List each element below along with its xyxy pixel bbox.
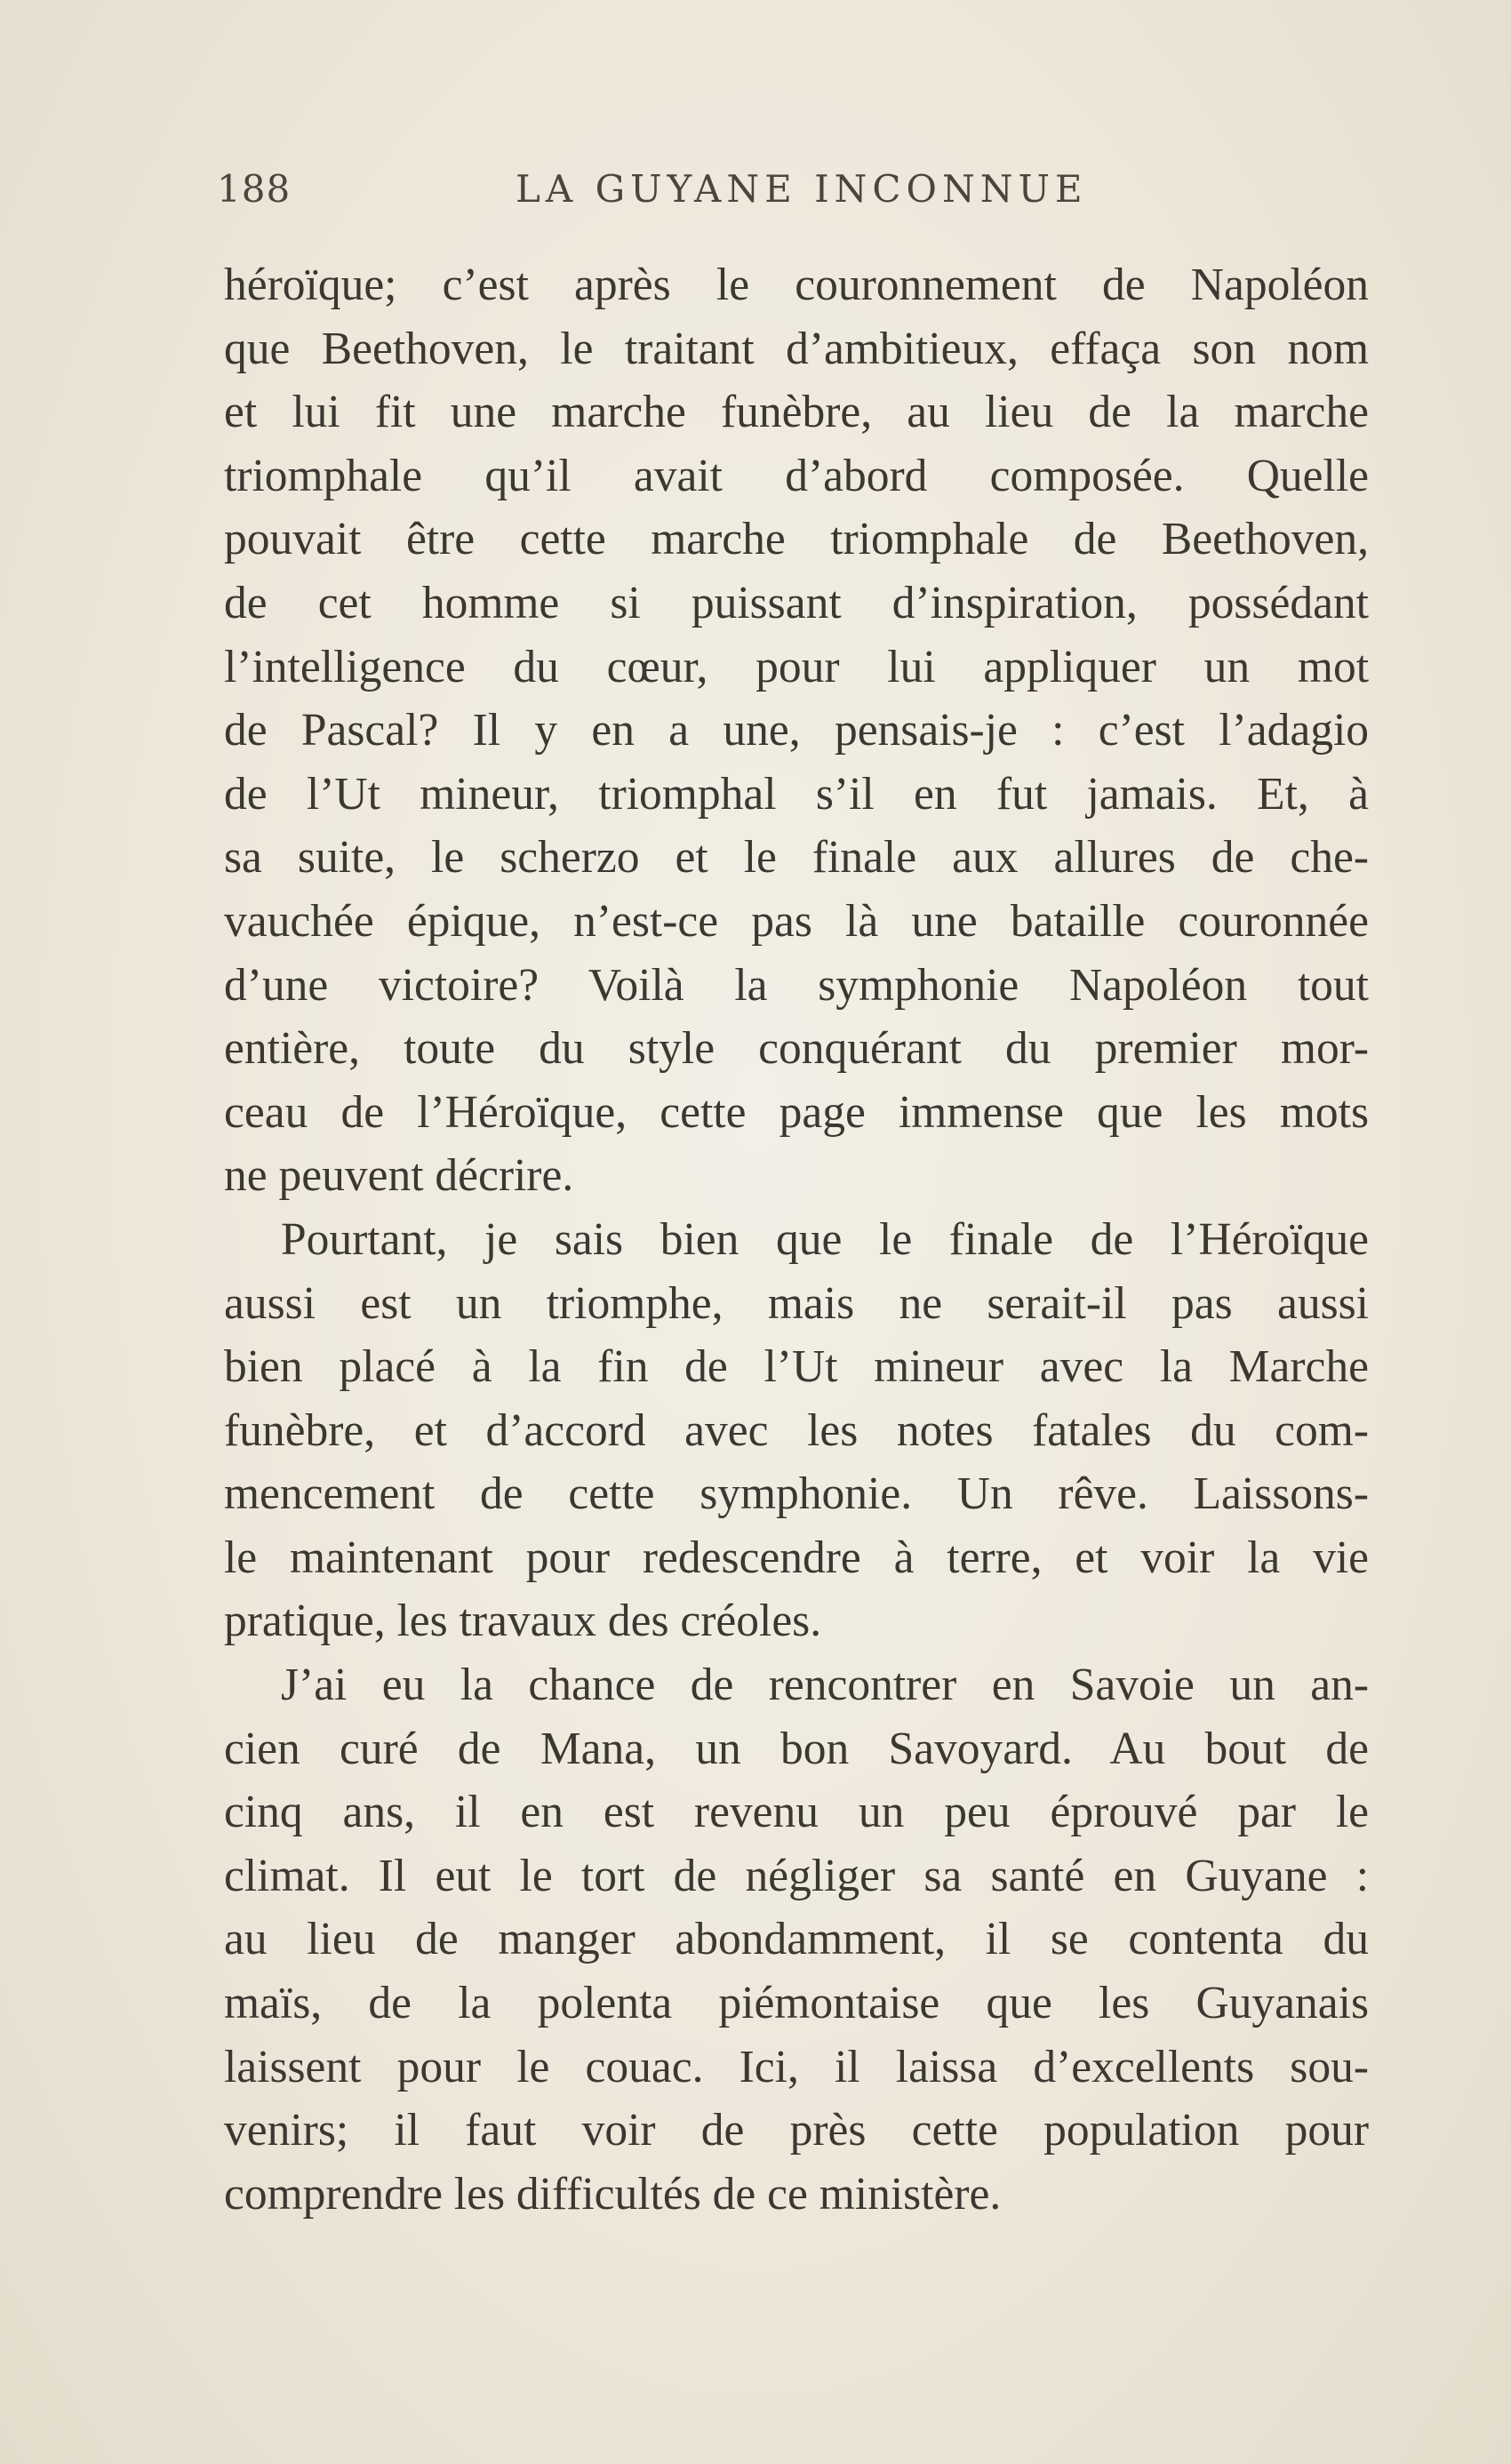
text-line: funèbre, et d’accord avec les notes fatales du com- xyxy=(224,1404,1369,1456)
text-line: que Beethoven, le traitant d’ambitieux, effaça son nom xyxy=(224,323,1369,374)
text-line: héroïque; c’est après le couronnement de Napoléon xyxy=(224,260,1369,310)
text-line: climat. Il eut le tort de négliger sa santé en Guyane : xyxy=(224,1850,1369,1901)
text-line: de l’Ut mineur, triomphal s’il en fut jamais. Et, à xyxy=(224,768,1369,820)
text-line: laissent pour le couac. Ici, il laissa d’excellents sou- xyxy=(224,2041,1369,2092)
running-head xyxy=(217,167,1106,220)
text-line: pouvait être cette marche triomphale de Beethoven, xyxy=(224,514,1369,565)
text-line: bien placé à la fin de l’Ut mineur avec la Marche xyxy=(224,1341,1369,1393)
text-line: et lui fit une marche funèbre, au lieu de la marche xyxy=(224,387,1369,438)
paragraph-3 xyxy=(224,1653,1379,2226)
paragraph-1 xyxy=(224,253,1379,1208)
text-line: triomphale qu’il avait d’abord composée. Quelle xyxy=(224,450,1369,501)
text-line: pratique, les travaux des créoles. xyxy=(224,1596,822,1647)
text-line: Pourtant, je sais bien que le finale de l’Héroïque xyxy=(281,1213,1369,1265)
text-line: de cet homme si puissant d’inspiration, possédant xyxy=(224,577,1369,628)
text-line: au lieu de manger abondamment, il se contenta du xyxy=(224,1914,1369,1965)
text-line: le maintenant pour redescendre à terre, et voir la vie xyxy=(224,1532,1369,1583)
text-line: ceau de l’Héroïque, cette page immense que les mots xyxy=(224,1086,1369,1138)
text-line: cinq ans, il en est revenu un peu éprouvé par le xyxy=(224,1787,1369,1838)
text-line: vauchée épique, n’est-ce pas là une bataille couronnée xyxy=(224,895,1369,947)
body-text xyxy=(224,253,1379,2226)
text-line: comprendre les difficultés de ce ministère. xyxy=(224,2168,1002,2220)
text-line: mencement de cette symphonie. Un rêve. Laissons- xyxy=(224,1468,1369,1520)
text-line: venirs; il faut voir de près cette population pour xyxy=(224,2105,1369,2156)
text-line: cien curé de Mana, un bon Savoyard. Au bout de xyxy=(224,1723,1369,1774)
text-line: de Pascal? Il y en a une, pensais-je : c’est l’adagio xyxy=(224,705,1369,756)
text-line: sa suite, le scherzo et le finale aux allures de che- xyxy=(224,832,1369,884)
text-line: l’intelligence du cœur, pour lui appliquer un mot xyxy=(224,641,1369,692)
text-line: maïs, de la polenta piémontaise que les Guyanais xyxy=(224,1978,1369,2029)
page-number: 188 xyxy=(217,167,292,211)
paragraph-2 xyxy=(224,1208,1379,1653)
running-title: LA GUYANE INCONNUE xyxy=(516,167,1088,211)
text-line: d’une victoire? Voilà la symphonie Napoléon tout xyxy=(224,959,1369,1011)
text-line: ne peuvent décrire. xyxy=(224,1150,574,1202)
text-line: aussi est un triomphe, mais ne serait-il pas aussi xyxy=(224,1277,1369,1329)
text-line: J’ai eu la chance de rencontrer en Savoie un an- xyxy=(281,1660,1369,1711)
text-line: entière, toute du style conquérant du premier mor- xyxy=(224,1023,1369,1075)
